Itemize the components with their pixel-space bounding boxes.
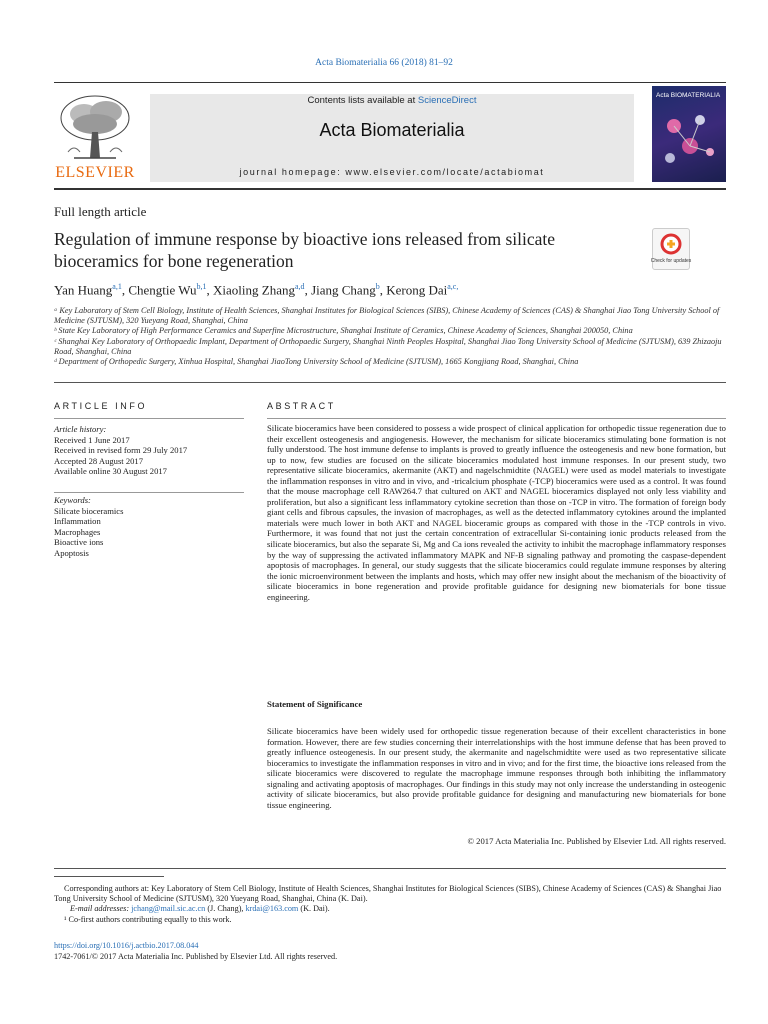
keywords-rule — [54, 492, 244, 493]
elsevier-wordmark: ELSEVIER — [55, 164, 135, 181]
history-item: Received 1 June 2017 — [54, 434, 130, 445]
abstract-rule — [267, 418, 726, 419]
footnote-rule — [54, 876, 164, 877]
article-type: Full length article — [54, 204, 147, 219]
check-updates-icon — [650, 229, 692, 269]
footer-rule — [54, 868, 726, 869]
history-item: Received in revised form 29 July 2017 — [54, 445, 188, 456]
author-name[interactable]: Xiaoling Zhang — [213, 282, 295, 298]
email-owner: (K. Dai). — [300, 904, 330, 914]
abstract-copyright: © 2017 Acta Materialia Inc. Published by Elsevier Ltd. All rights reserved. — [467, 836, 726, 846]
author-name[interactable]: Yan Huang — [54, 282, 113, 298]
affiliation: ᶜ Shanghai Key Laboratory of Orthopaedic Implant, Department of Orthopaedic Surgery, Shanghai Ninth Peoples Hospital, Shanghai Jiao Tong University School of Medicine (SJTUSM), 639 Zhizaoju Road, Shanghai, China — [54, 336, 722, 356]
affiliation: ᵈ Department of Orthopedic Surgery, Xinhua Hospital, Shanghai JiaoTong University School of Medicine (SJTUSM), 1665 Kongjiang Road, Shanghai, China — [54, 357, 579, 367]
author-name[interactable]: Chengtie Wu — [128, 282, 197, 298]
keyword: Bioactive ions — [54, 537, 104, 548]
author-name[interactable]: Kerong Dai — [386, 282, 448, 298]
affiliation: ᵇ State Key Laboratory of High Performance Ceramics and Superfine Microstructure, Shanghai Institute of Ceramics, Chinese Academy of Sciences, Shanghai 200050, China — [54, 326, 633, 336]
issn-line: 1742-7061/© 2017 Acta Materialia Inc. Published by Elsevier Ltd. All rights reserved. — [54, 952, 338, 961]
doi-link[interactable]: https://doi.org/10.1016/j.actbio.2017.08.044 — [54, 941, 199, 950]
section-rule — [54, 382, 726, 383]
author-sup[interactable]: b,1 — [196, 282, 207, 291]
significance-heading: Statement of Significance — [267, 699, 363, 709]
keyword: Inflammation — [54, 516, 101, 527]
author-sup[interactable]: b — [375, 282, 380, 291]
keyword: Macrophages — [54, 526, 101, 537]
abstract-heading: ABSTRACT — [267, 401, 336, 411]
significance-text: Silicate bioceramics have been widely used for orthopedic tissue regeneration because of their excellent characteristics in bone formation. However, there are few studies concerning their interrelationships with the host immune defense that has been proved to greatly influence osteogenesis. In our present study, the akermanite and nagelschmidtite were used as two representative silicate bioceramics to investigate the inflammation responses in vitro and in vivo; and for the first time, the bioactive ions released from the silicate bioceramics were discovered to regulate the macrophage immune responses through both inhibiting the inflammatory signaling and activating apoptosis of macrophages. Our findings in this study may not only increase the understanding in osteogenic activity of silicate bioceramics, but also provide profitable guidance for designing and manufacturing new biomaterials for bone tissue engineering. — [267, 726, 726, 810]
keyword: Silicate bioceramics — [54, 505, 124, 516]
header-rule — [54, 82, 726, 83]
sciencedirect-link[interactable]: ScienceDirect — [417, 95, 477, 106]
cofirst-note: ¹ Co-first authors contributing equally to this work. — [64, 914, 232, 924]
history-label: Article history: — [54, 424, 107, 434]
abstract-text: Silicate bioceramics have been considered to possess a wide prospect of clinical application for orthopedic tissue regeneration due to their excellent osteogenesis and angiogenesis. However, the mechanism for silicate bioceramics stimulating bone formation is not fully understood. The host immune defense to implants is proved to greatly influence the osteogenesis and new bone formation, but up to now, few studies are focused on the silicate bioceramics modulated host immune responses. In our present study, two representative silicate bioceramics, akermanite (AKT) and nagelschmidtite (NAGEL) were used as model materials to investigate the inflammation responses in vitro and in vivo, and -tricalcium phosphate (-TCP) bioceramics were used as a control. It was found that the mouse macrophage cell RAW264.7 that cultured on AKT and NAGEL bioceramics displayed not only less viability and proliferation, but also a significant less inflammatory cytokine secretion than those on -TCP in vitro. The formation of foreign body giant cells and fibrous capsules, the invasion of macrophages, as well as the detected inflammatory cytokines around the implanted materials were much lower in both AKT and NAGEL bioceramic groups as compared with those in the -TCP controls in vivo. Furthermore, it was found that not just the certain concentration of extracellular Si-containing ionic products released from the silicate bioceramics, but also the separate Si, Mg and Ca ions revealed the activity to inhibit the macrophage inflammatory responses by the way of suppressing the activated inflammatory MAPK and NF-B signaling pathway and promoting the caspase-dependent apoptosis of macrophages. In general, our study suggests that the silicate bioceramics could regulate immune responses by altering the ionic microenvironment between the implants and hosts, which may offer new insight about the mechanism of the bioactivity of silicate bioceramics in bone regeneration and provide profitable guidance for designing new biomaterials for bone tissue engineering. — [267, 423, 726, 602]
keywords — [54, 495, 244, 559]
article-info-rule — [54, 418, 244, 419]
keywords-label: Keywords: — [54, 495, 91, 505]
journal-citation[interactable]: Acta Biomaterialia 66 (2018) 81–92 — [315, 58, 453, 68]
keyword: Apoptosis — [54, 547, 89, 558]
header-rule-bottom — [54, 188, 726, 190]
history-item: Accepted 28 August 2017 — [54, 455, 144, 466]
article-info-heading: ARTICLE INFO — [54, 401, 148, 411]
author-sup[interactable]: a,c, — [447, 282, 459, 291]
journal-cover-image — [652, 86, 726, 182]
cover-title: Acta BIOMATERIALIA — [656, 92, 721, 99]
article-history — [54, 424, 244, 477]
check-for-updates-button[interactable] — [652, 228, 690, 270]
affiliations — [54, 306, 726, 367]
journal-name: Acta Biomaterialia — [319, 120, 465, 140]
check-updates-label: Check for updates — [650, 258, 692, 264]
footnotes — [54, 884, 726, 925]
affiliation: ᵃ Key Laboratory of Stem Cell Biology, Institute of Health Sciences, Shanghai Institutes for Biological Sciences (SIBS), Chinese Academy of Sciences (CAS) & Shanghai Jiao Tong University School of Medicine (SJTUSM), 320 Yueyang Road, Shanghai, China — [54, 306, 720, 326]
author-sup[interactable]: a,1 — [112, 282, 122, 291]
author-sup[interactable]: a,d — [295, 282, 305, 291]
email-label: E-mail addresses: — [70, 904, 130, 914]
email-owner: (J. Chang), — [207, 904, 244, 914]
author-name[interactable]: Jiang Chang — [311, 282, 376, 298]
history-item: Available online 30 August 2017 — [54, 466, 167, 477]
article-title: Regulation of immune response by bioactive ions released from silicate bioceramics for bone regeneration — [54, 229, 556, 271]
email-link[interactable]: jchang@mail.sic.ac.cn — [131, 904, 206, 914]
email-link[interactable]: krdai@163.com — [245, 904, 299, 914]
contents-prefix: Contents lists available at — [307, 95, 418, 106]
contents-line — [150, 95, 634, 106]
corresponding-note: Corresponding authors at: Key Laboratory of Stem Cell Biology, Institute of Health Sciences, Shanghai Institutes for Biological Sciences (SIBS), Chinese Academy of Sciences (CAS) & Shanghai Jiao Tong University School of Medicine (SJTUSM), 320 Yueyang Road, Shanghai, China (K. Dai). — [54, 884, 722, 904]
author-list: Yan Huang$^{a,1}$, Chengtie Wu$^{b,1}$, Xiaoling Zhang$^{a,d}$, Jiang Chang$^b$, Kerong Dai$^{a,c,}$ — [54, 282, 459, 298]
journal-homepage[interactable]: journal homepage: www.elsevier.com/locate/actabiomat — [239, 167, 545, 177]
